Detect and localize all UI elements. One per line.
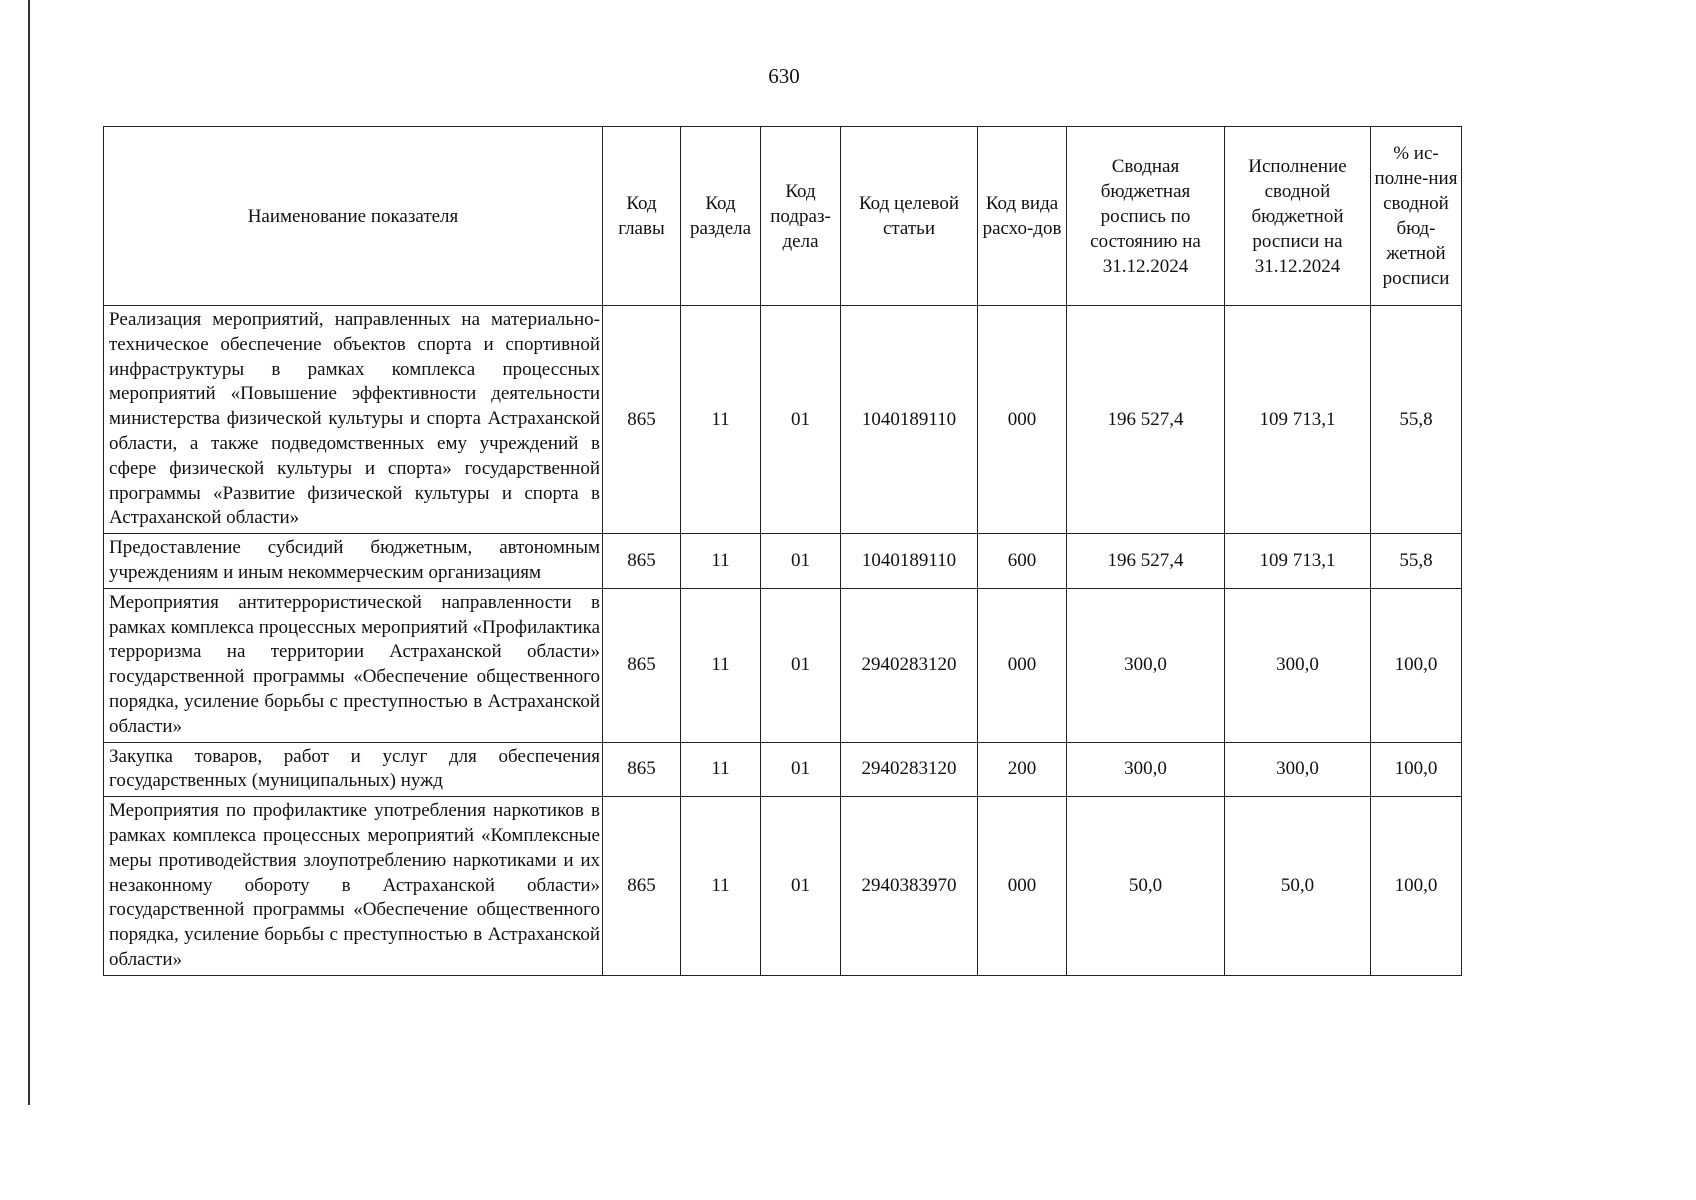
- indicator-name-cell: Предоставление субсидий бюджетным, автономным учреждениям и иным некоммерческим организациям: [104, 534, 603, 589]
- budget-plan-cell: 300,0: [1067, 742, 1225, 797]
- chapter-code-cell: 865: [603, 797, 681, 976]
- target-item-code-cell: 1040189110: [841, 306, 978, 534]
- budget-plan-cell: 196 527,4: [1067, 534, 1225, 589]
- expense-type-code-cell: 000: [978, 306, 1067, 534]
- section-code-cell: 11: [681, 534, 761, 589]
- subsection-code-cell: 01: [761, 534, 841, 589]
- expense-type-code-cell: 000: [978, 797, 1067, 976]
- subsection-code-cell: 01: [761, 588, 841, 742]
- chapter-code-cell: 865: [603, 742, 681, 797]
- table-row: [104, 534, 1462, 589]
- indicator-name-cell: Реализация мероприятий, направленных на материально-техническое обеспечение объектов спорта и спортивной инфраструктуры в рамках комплекса процессных мероприятий «Повышение эффективности деятельности министерства физической культуры и спорта Астраханской области, а также подведомственных ему учреждений в сфере физической культуры и спорта» государственной программы «Развитие физической культуры и спорта в Астраханской области»: [104, 306, 603, 534]
- expense-type-code-cell: 000: [978, 588, 1067, 742]
- header-expense-type-code: Код вида расхо-дов: [978, 127, 1067, 306]
- header-budget-plan: Сводная бюджетная роспись по состоянию на 31.12.2024: [1067, 127, 1225, 306]
- header-section-code: Код раздела: [681, 127, 761, 306]
- table-row: [104, 588, 1462, 742]
- chapter-code-cell: 865: [603, 306, 681, 534]
- budget-execution-cell: 300,0: [1225, 588, 1371, 742]
- subsection-code-cell: 01: [761, 306, 841, 534]
- indicator-name-cell: Закупка товаров, работ и услуг для обеспечения государственных (муниципальных) нужд: [104, 742, 603, 797]
- section-code-cell: 11: [681, 797, 761, 976]
- target-item-code-cell: 1040189110: [841, 534, 978, 589]
- table-row: [104, 797, 1462, 976]
- budget-plan-cell: 300,0: [1067, 588, 1225, 742]
- execution-percent-cell: 100,0: [1371, 588, 1462, 742]
- budget-execution-cell: 109 713,1: [1225, 534, 1371, 589]
- target-item-code-cell: 2940283120: [841, 742, 978, 797]
- expense-type-code-cell: 600: [978, 534, 1067, 589]
- section-code-cell: 11: [681, 742, 761, 797]
- table-row: [104, 742, 1462, 797]
- budget-execution-cell: 50,0: [1225, 797, 1371, 976]
- table-row: [104, 306, 1462, 534]
- indicator-name-cell: Мероприятия антитеррористической направленности в рамках комплекса процессных мероприятий «Профилактика терроризма на территории Астраханской области» государственной программы «Обеспечение общественного порядка, усиление борьбы с преступностью в Астраханской области»: [104, 588, 603, 742]
- budget-execution-cell: 109 713,1: [1225, 306, 1371, 534]
- budget-execution-cell: 300,0: [1225, 742, 1371, 797]
- budget-plan-cell: 196 527,4: [1067, 306, 1225, 534]
- target-item-code-cell: 2940283120: [841, 588, 978, 742]
- execution-percent-cell: 100,0: [1371, 742, 1462, 797]
- budget-plan-cell: 50,0: [1067, 797, 1225, 976]
- header-subsection-code: Код подраз-дела: [761, 127, 841, 306]
- expense-type-code-cell: 200: [978, 742, 1067, 797]
- execution-percent-cell: 55,8: [1371, 534, 1462, 589]
- page-margin-line: [28, 0, 30, 1105]
- chapter-code-cell: 865: [603, 534, 681, 589]
- header-indicator-name: Наименование показателя: [104, 127, 603, 306]
- header-execution-percent: % ис-полне-ния сводной бюд-жетной росписи: [1371, 127, 1462, 306]
- budget-execution-table: [103, 126, 1462, 976]
- page-number: 630: [768, 64, 800, 88]
- table-header-row: [104, 127, 1462, 306]
- header-chapter-code: Код главы: [603, 127, 681, 306]
- header-target-item-code: Код целевой статьи: [841, 127, 978, 306]
- execution-percent-cell: 100,0: [1371, 797, 1462, 976]
- subsection-code-cell: 01: [761, 797, 841, 976]
- chapter-code-cell: 865: [603, 588, 681, 742]
- subsection-code-cell: 01: [761, 742, 841, 797]
- section-code-cell: 11: [681, 588, 761, 742]
- target-item-code-cell: 2940383970: [841, 797, 978, 976]
- header-budget-execution: Исполнение сводной бюджетной росписи на 31.12.2024: [1225, 127, 1371, 306]
- section-code-cell: 11: [681, 306, 761, 534]
- indicator-name-cell: Мероприятия по профилактике употребления наркотиков в рамках комплекса процессных мероприятий «Комплексные меры противодействия злоупотреблению наркотиками и их незаконному обороту в Астраханской области» государственной программы «Обеспечение общественного порядка, усиление борьбы с преступностью в Астраханской области»: [104, 797, 603, 976]
- execution-percent-cell: 55,8: [1371, 306, 1462, 534]
